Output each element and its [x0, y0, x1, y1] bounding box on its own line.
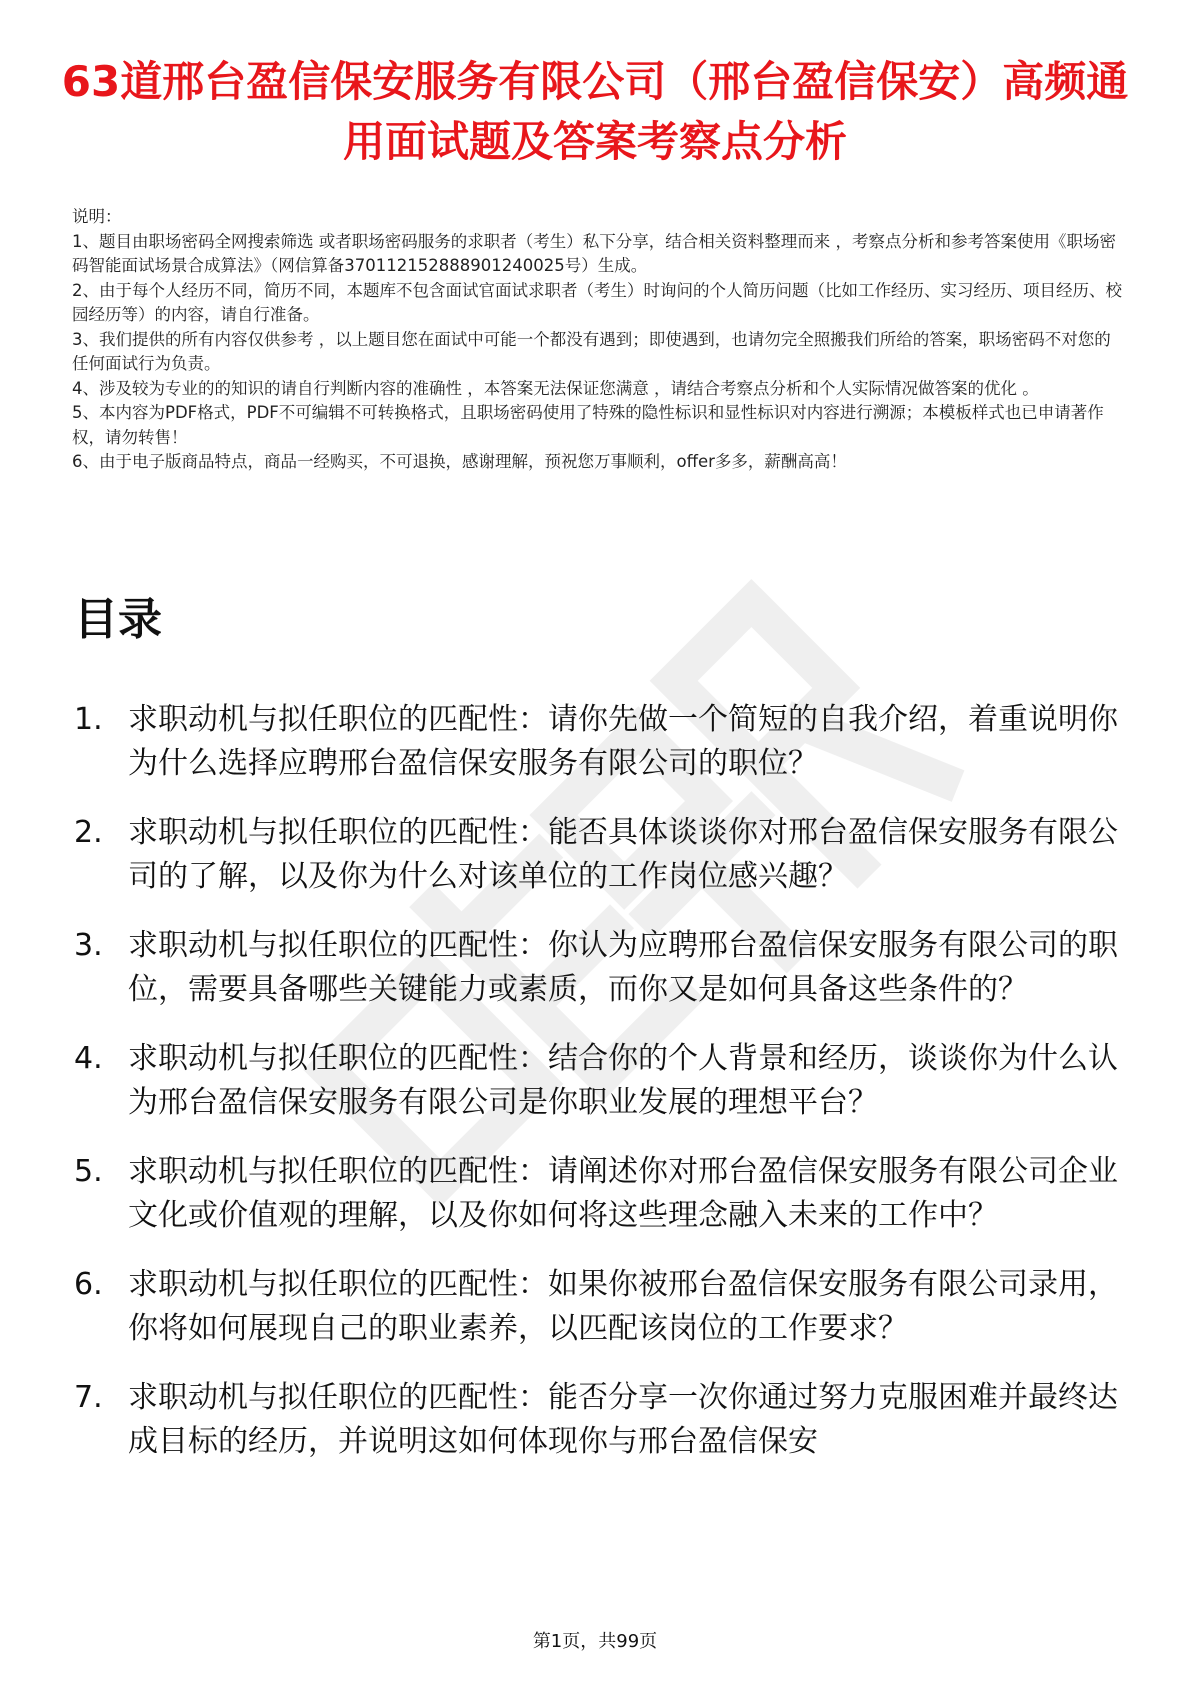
toc-item-number: 1. [74, 702, 103, 737]
toc-item-number: 2. [74, 815, 103, 850]
toc-item-text: 求职动机与拟任职位的匹配性：能否分享一次你通过努力克服困难并最终达成目标的经历，并说明这如何体现你与邢台盈信保安 [128, 1380, 1118, 1459]
notes-line: 2、由于每个人经历不同，简历不同，本题库不包含面试官面试求职者（考生）时询问的个人简历问题（比如工作经历、实习经历、项目经历、校园经历等）的内容，请自行准备。 [72, 280, 1122, 324]
toc-item[interactable] [74, 1263, 1124, 1351]
notes-line: 说明： [72, 207, 122, 226]
toc-item-text: 求职动机与拟任职位的匹配性：请阐述你对邢台盈信保安服务有限公司企业文化或价值观的理解，以及你如何将这些理念融入未来的工作中？ [128, 1154, 1118, 1233]
notes-line: 5、本内容为PDF格式，PDF不可编辑不可转换格式，且职场密码使用了特殊的隐性标识和显性标识对内容进行溯源；本模板样式也已申请著作权，请勿转售！ [72, 403, 1104, 447]
toc-item[interactable] [74, 811, 1124, 899]
toc-item-number: 4. [74, 1041, 103, 1076]
document-title: 63道邢台盈信保安服务有限公司（邢台盈信保安）高频通用面试题及答案考察点分析 [61, 57, 1129, 166]
toc-item-text: 求职动机与拟任职位的匹配性：如果你被邢台盈信保安服务有限公司录用，你将如何展现自己的职业素养，以匹配该岗位的工作要求？ [128, 1267, 1118, 1346]
toc-item-number: 7. [74, 1380, 103, 1415]
toc-item[interactable] [74, 1150, 1124, 1238]
toc-item[interactable] [74, 698, 1124, 786]
notes-line: 3、我们提供的所有内容仅供参考 ，以上题目您在面试中可能一个都没有遇到；即使遇到，也请勿完全照搬我们所给的答案，职场密码不对您的任何面试行为负责。 [72, 329, 1111, 373]
toc-item-text: 求职动机与拟任职位的匹配性：结合你的个人背景和经历，谈谈你为什么认为邢台盈信保安服务有限公司是你职业发展的理想平台？ [128, 1041, 1118, 1120]
toc-item[interactable] [74, 1376, 1124, 1464]
notes-line: 4、涉及较为专业的的知识的请自行判断内容的准确性 ，本答案无法保证您满意 ，请结合考察点分析和个人实际情况做答案的优化 。 [72, 378, 1039, 398]
table-of-contents [74, 698, 1124, 1489]
toc-item[interactable] [74, 924, 1124, 1012]
toc-item-text: 求职动机与拟任职位的匹配性：请你先做一个简短的自我介绍，着重说明你为什么选择应聘邢台盈信保安服务有限公司的职位？ [128, 702, 1118, 781]
toc-item-number: 5. [74, 1154, 103, 1189]
page-footer: 第1页，共99页 [532, 1631, 658, 1652]
toc-item[interactable] [74, 1037, 1124, 1125]
toc-heading: 目录 [74, 594, 162, 645]
toc-item-number: 6. [74, 1267, 103, 1302]
notes-line: 1、题目由职场密码全网搜索筛选 或者职场密码服务的求职者（考生）私下分享，结合相关资料整理而来 ，考察点分析和参考答案使用《职场密码智能面试场景合成算法》（网信算备370112152888901240025号）生成。 [72, 231, 1116, 275]
toc-item-number: 3. [74, 928, 103, 963]
toc-item-text: 求职动机与拟任职位的匹配性：你认为应聘邢台盈信保安服务有限公司的职位，需要具备哪些关键能力或素质，而你又是如何具备这些条件的？ [128, 928, 1118, 1007]
notes-line: 6、由于电子版商品特点，商品一经购买，不可退换，感谢理解，预祝您万事顺利，offer多多，薪酬高高！ [72, 452, 847, 471]
toc-item-text: 求职动机与拟任职位的匹配性：能否具体谈谈你对邢台盈信保安服务有限公司的了解，以及你为什么对该单位的工作岗位感兴趣？ [128, 815, 1118, 894]
